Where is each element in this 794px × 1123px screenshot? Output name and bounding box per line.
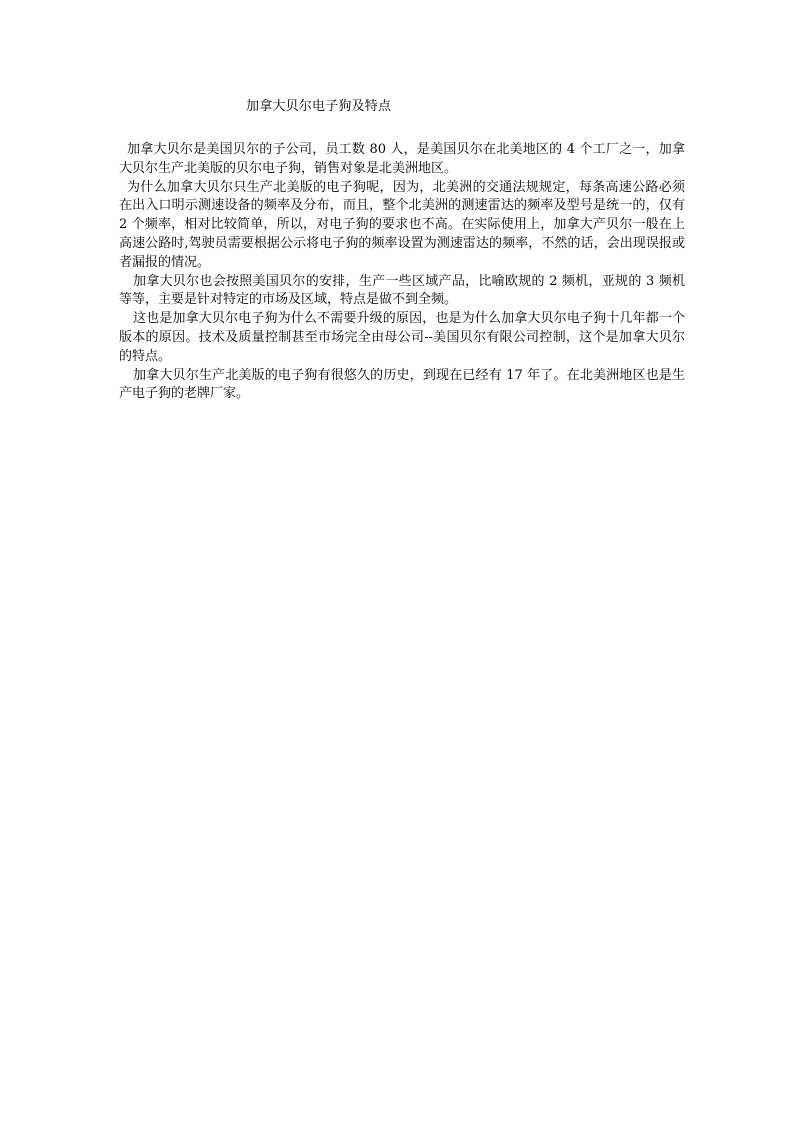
paragraph-2: 为什么加拿大贝尔只生产北美版的电子狗呢，因为，北美洲的交通法规规定，每条高速公路必须在出入口明示测速设备的频率及分布，而且，整个北美洲的测速雷达的频率及型号是统一的，仅有 2 个频率，相对比较简单，所以，对电子狗的要求也不高。在实际使用上，加拿大产贝尔一般在上高速公路时,驾驶员需要根据公示将电子狗的频率设置为测速雷达的频率，不然的话，会出现误报或者漏报的情况。 — [119, 179, 685, 270]
paragraph-1: 加拿大贝尔是美国贝尔的子公司，员工数 80 人，是美国贝尔在北美地区的 4 个工厂之一，加拿大贝尔生产北美版的贝尔电子狗，销售对象是北美洲地区。 — [119, 142, 685, 176]
document-body — [119, 141, 685, 404]
document-title: 加拿大贝尔电子狗及特点 — [246, 99, 392, 114]
paragraph-4: 这也是加拿大贝尔电子狗为什么不需要升级的原因，也是为什么加拿大贝尔电子狗十几年都一个版本的原因。技术及质量控制甚至市场完全由母公司--美国贝尔有限公司控制，这个是加拿大贝尔的特点。 — [119, 311, 685, 364]
paragraph-5: 加拿大贝尔生产北美版的电子狗有很悠久的历史，到现在已经有 17 年了。在北美洲地区也是生产电子狗的老牌厂家。 — [119, 367, 685, 402]
paragraph-3: 加拿大贝尔也会按照美国贝尔的安排，生产一些区域产品，比喻欧规的 2 频机，亚规的 3 频机等等，主要是针对特定的市场及区域，特点是做不到全频。 — [119, 273, 685, 308]
